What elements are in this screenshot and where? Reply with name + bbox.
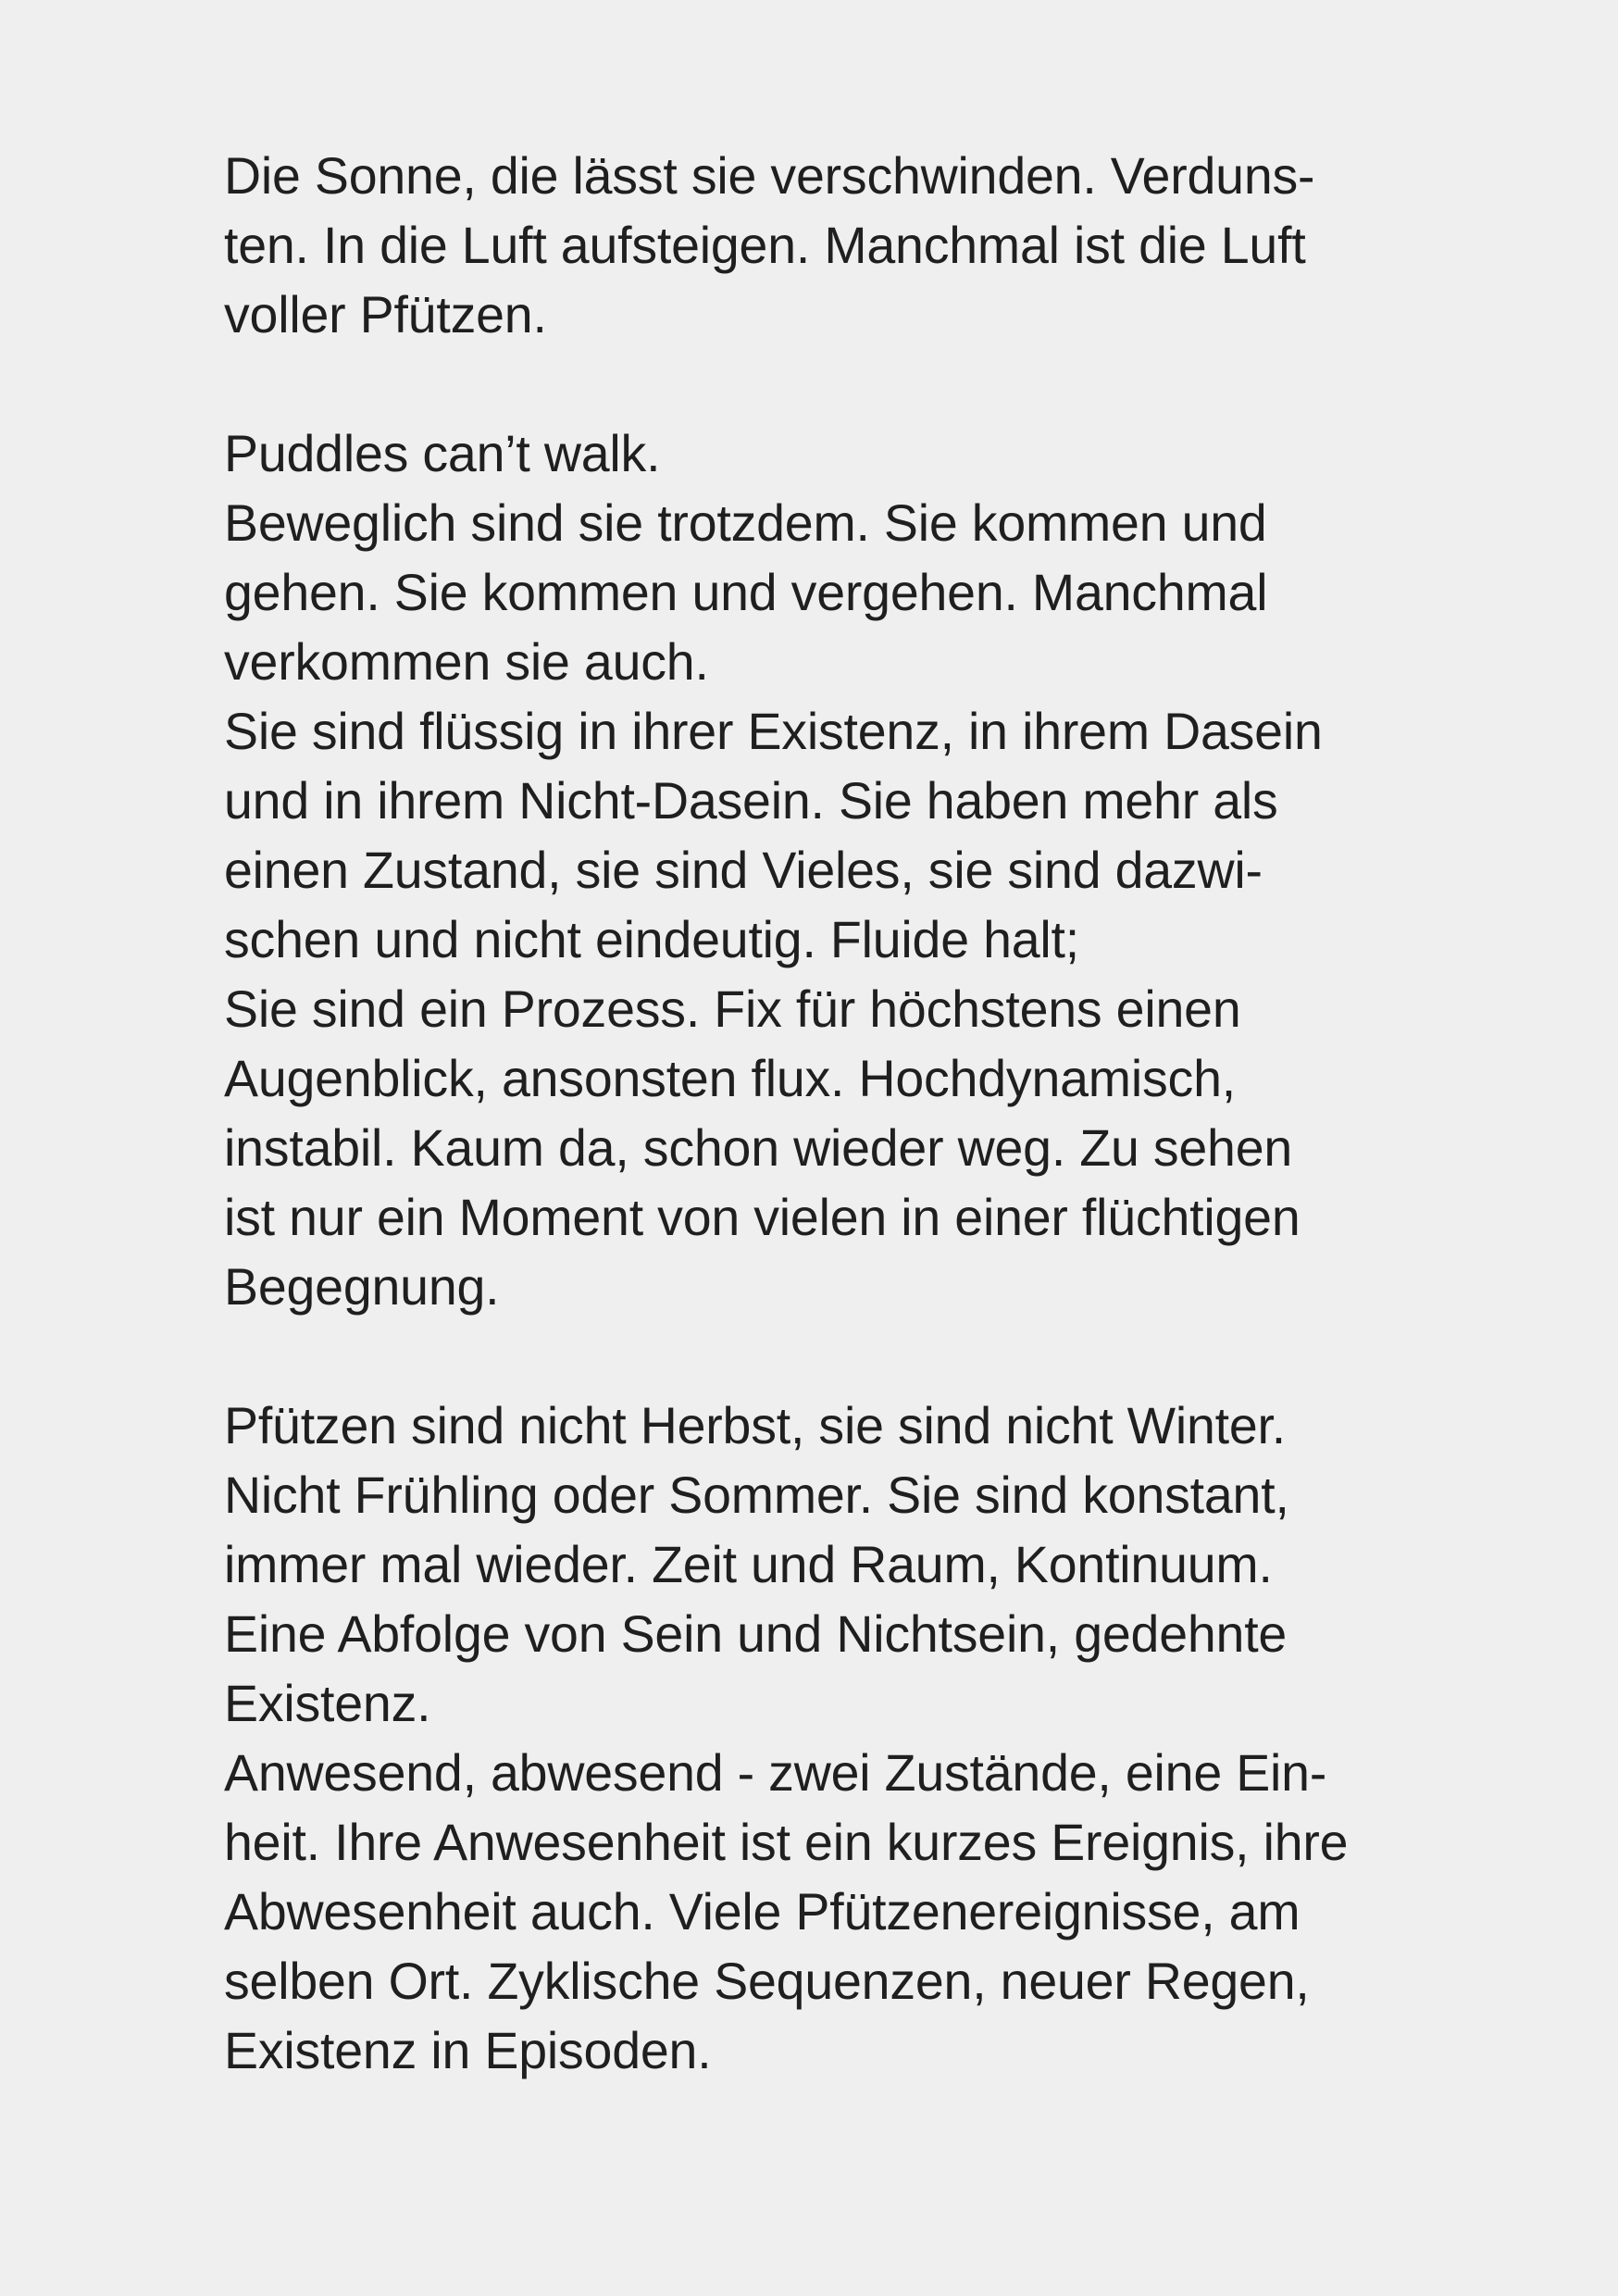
text-line: Pfützen sind nicht Herbst, sie sind nicht Winter. bbox=[224, 1397, 1286, 1454]
text-line: Begegnung. bbox=[224, 1258, 500, 1316]
text-line: selben Ort. Zyklische Sequenzen, neuer Regen, bbox=[224, 1953, 1310, 2010]
text-line: Existenz. bbox=[224, 1675, 431, 1732]
text-line: ten. In die Luft aufsteigen. Manchmal ist die Luft bbox=[224, 217, 1306, 274]
paragraph-1 bbox=[224, 142, 1427, 350]
paragraph-gap bbox=[224, 1322, 1427, 1391]
text-line: verkommen sie auch. bbox=[224, 633, 709, 691]
paragraph-3 bbox=[224, 1391, 1427, 2086]
text-line: und in ihrem Nicht-Dasein. Sie haben mehr als bbox=[224, 772, 1278, 830]
paragraph-gap bbox=[224, 350, 1427, 419]
text-line: ist nur ein Moment von vielen in einer flüchtigen bbox=[224, 1189, 1301, 1246]
text-line: instabil. Kaum da, schon wieder weg. Zu sehen bbox=[224, 1119, 1293, 1177]
text-line: Eine Abfolge von Sein und Nichtsein, gedehnte bbox=[224, 1605, 1288, 1663]
text-line: gehen. Sie kommen und vergehen. Manchmal bbox=[224, 564, 1268, 621]
text-line: Sie sind ein Prozess. Fix für höchstens einen bbox=[224, 980, 1241, 1038]
paragraph-2 bbox=[224, 419, 1427, 1322]
text-line: Die Sonne, die lässt sie verschwinden. Verduns- bbox=[224, 147, 1315, 205]
text-line: Beweglich sind sie trotzdem. Sie kommen und bbox=[224, 494, 1267, 552]
text-line: Anwesend, abwesend - zwei Zustände, eine Ein- bbox=[224, 1744, 1327, 1802]
text-line: schen und nicht eindeutig. Fluide halt; bbox=[224, 911, 1079, 968]
text-line: einen Zustand, sie sind Vieles, sie sind dazwi- bbox=[224, 842, 1263, 899]
text-line: heit. Ihre Anwesenheit ist ein kurzes Ereignis, ihre bbox=[224, 1814, 1349, 1871]
text-line: Augenblick, ansonsten flux. Hochdynamisch, bbox=[224, 1050, 1236, 1107]
text-line: voller Pfützen. bbox=[224, 286, 547, 343]
text-line: immer mal wieder. Zeit und Raum, Kontinuum. bbox=[224, 1536, 1273, 1593]
text-line: Existenz in Episoden. bbox=[224, 2022, 712, 2079]
body-text bbox=[224, 142, 1427, 2086]
text-line: Sie sind flüssig in ihrer Existenz, in ihrem Dasein bbox=[224, 703, 1323, 760]
text-line: Abwesenheit auch. Viele Pfützenereignisse, am bbox=[224, 1883, 1301, 1940]
text-line: Puddles can’t walk. bbox=[224, 425, 661, 482]
text-line: Nicht Frühling oder Sommer. Sie sind konstant, bbox=[224, 1466, 1289, 1524]
